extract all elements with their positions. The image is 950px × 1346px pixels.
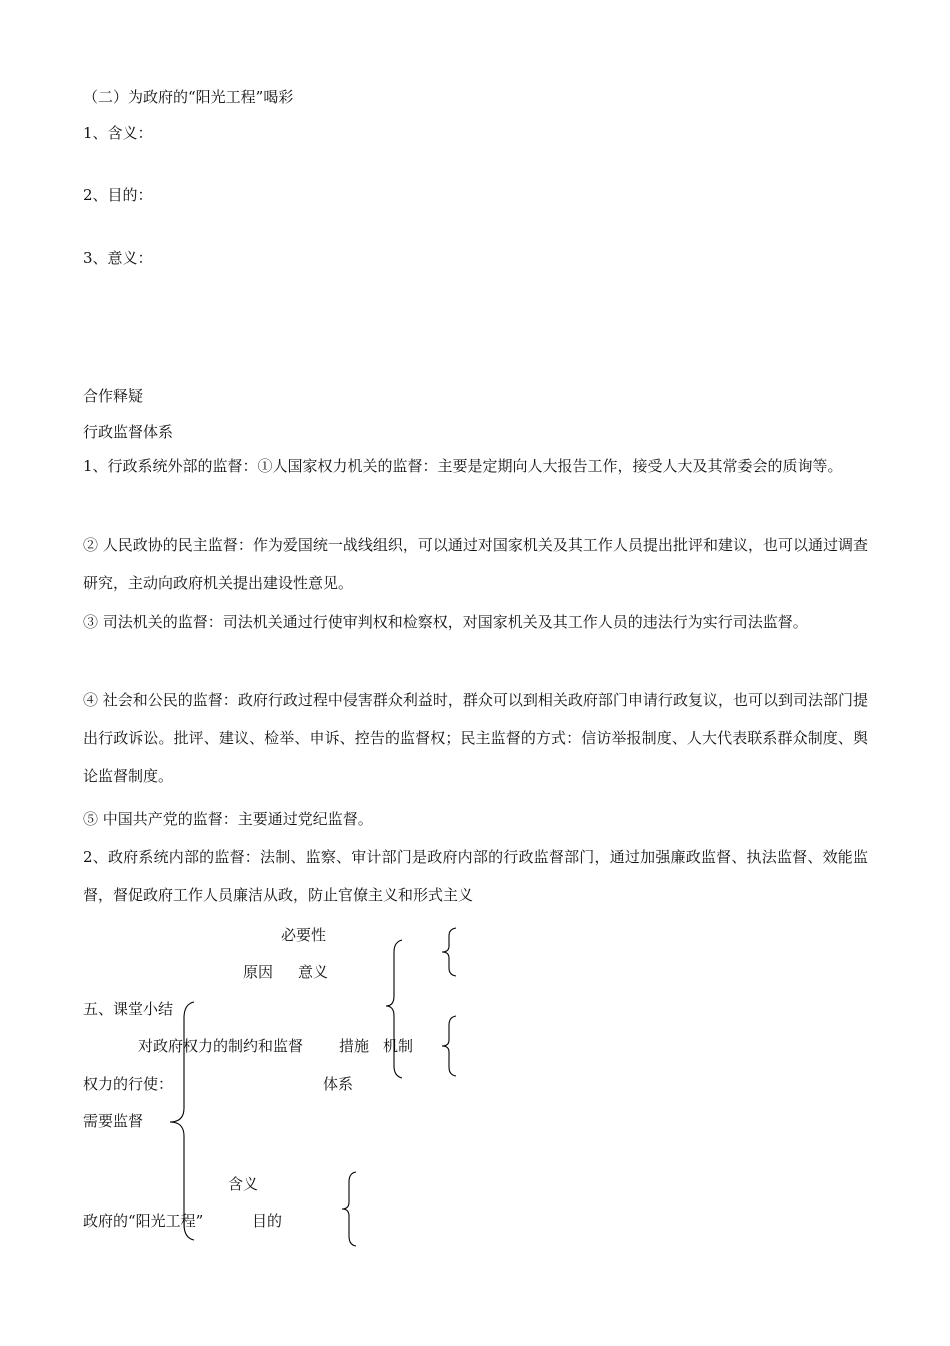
paragraph-internal-supervision: 2、政府系统内部的监督：法制、监察、审计部门是政府内部的行政监督部门，通过加强廉政监督、执法监督、效能监督，督促政府工作人员廉洁从政，防止官僚主义和形式主义 [83, 848, 868, 904]
paragraph-judicial-supervision: ③ 司法机关的监督：司法机关通过行使审判权和检察权，对国家机关及其工作人员的违法行为实行司法监督。 [83, 613, 808, 631]
summary-sunshine: 政府的“阳光工程” [83, 1212, 204, 1230]
sunshine-brace [340, 1170, 366, 1248]
paragraph-external-supervision: 1、行政系统外部的监督：①人国家权力机关的监督：主要是定期向人大报告工作，接受人大及其常委会的质询等。 [83, 457, 843, 475]
summary-system: 体系 [323, 1075, 354, 1093]
summary-definition: 含义 [228, 1175, 259, 1193]
summary-heading: 五、课堂小结 [83, 1000, 174, 1018]
summary-constraint: 对政府权力的制约和监督 [138, 1037, 304, 1055]
reason-brace [384, 938, 414, 1078]
item-meaning: 1、含义： [83, 124, 153, 142]
summary-need-supervision: 需要监督 [83, 1112, 144, 1130]
paragraph-public-supervision: ④ 社会和公民的监督：政府行政过程中侵害群众利益时，群众可以到相关政府部门申请行政复议，也可以到司法部门提出行政诉讼。批评、建议、检举、申诉、控告的监督权；民主监督的方式：信访举报制度、人大代表联系群众制度、舆论监督制度。 [83, 691, 868, 785]
item-significance: 3、意义： [83, 249, 153, 267]
summary-necessity: 必要性 [281, 926, 327, 944]
cooperation-heading: 合作释疑 [83, 387, 144, 405]
large-brace [166, 1000, 206, 1240]
paragraph-cppcc-supervision: ② 人民政协的民主监督：作为爱国统一战线组织，可以通过对国家机关及其工作人员提出批评和建议，也可以通过调查研究，主动向政府机关提出建设性意见。 [83, 536, 868, 592]
item-purpose: 2、目的： [83, 186, 153, 204]
mechanism-brace [440, 1014, 466, 1078]
system-heading: 行政监督体系 [83, 423, 174, 441]
summary-measures: 措施 [339, 1037, 370, 1055]
summary-exercise: 权力的行使： [83, 1075, 174, 1093]
summary-mechanism: 机制 [383, 1037, 414, 1055]
summary-purpose: 目的 [252, 1212, 283, 1230]
paragraph-party-supervision: ⑤ 中国共产党的监督：主要通过党纪监督。 [83, 810, 373, 828]
summary-meaning: 意义 [298, 963, 329, 981]
summary-reason: 原因 [243, 963, 274, 981]
necessity-brace [440, 926, 466, 978]
section-title: （二）为政府的“阳光工程”喝彩 [83, 88, 294, 106]
